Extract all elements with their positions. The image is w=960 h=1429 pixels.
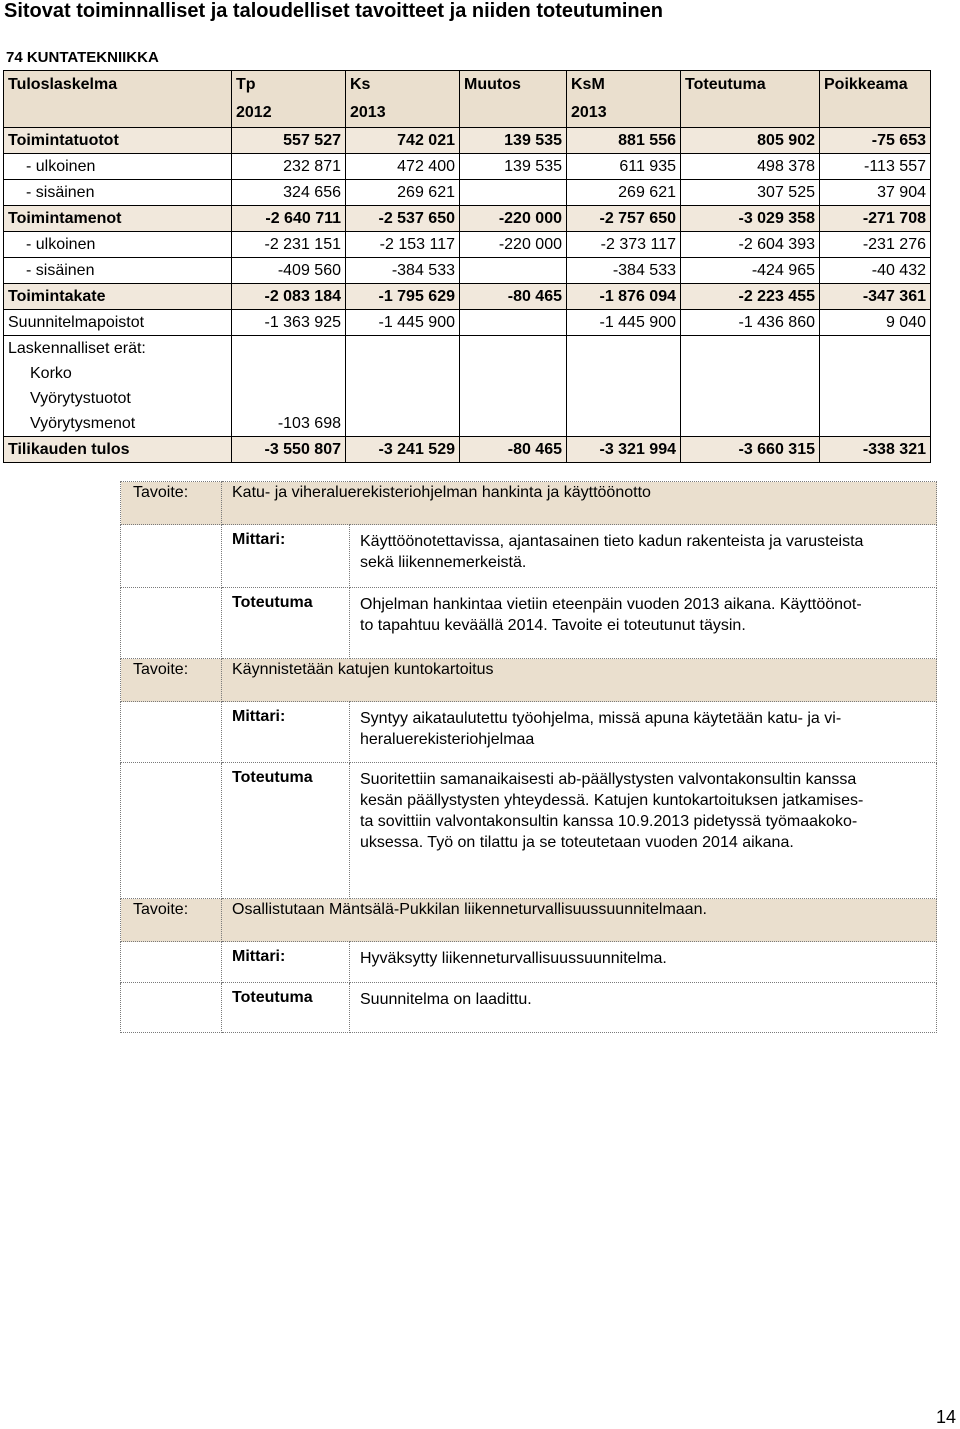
table-cell: -271 708 xyxy=(820,206,931,232)
goal-text: Käynnistetään katujen kuntokartoitus xyxy=(222,659,937,702)
spacer-cell xyxy=(121,702,222,763)
table-cell xyxy=(567,386,681,411)
spacer-cell xyxy=(121,763,222,899)
table-cell: 805 902 xyxy=(681,128,820,154)
table-row xyxy=(4,361,931,386)
goal-label: Tavoite: xyxy=(121,482,222,525)
table-row xyxy=(4,437,931,463)
table-cell: 269 621 xyxy=(346,180,460,206)
page-title: Sitovat toiminnalliset ja taloudelliset tavoitteet ja niiden toteutuminen xyxy=(4,0,663,22)
toteutuma-text xyxy=(350,588,937,659)
table-cell xyxy=(460,336,567,362)
goal-row xyxy=(121,659,937,702)
table-cell: -1 363 925 xyxy=(232,310,346,336)
mittari-label: Mittari: xyxy=(222,702,350,763)
table-cell: 139 535 xyxy=(460,128,567,154)
mittari-label: Mittari: xyxy=(222,942,350,983)
text-line: Ohjelman hankintaa vietiin eteenpäin vuoden 2013 aikana. Käyttöönot- xyxy=(360,596,862,613)
table-cell xyxy=(567,411,681,437)
row-label: Suunnitelmapoistot xyxy=(4,310,232,336)
table-row xyxy=(4,411,931,437)
mittari-row xyxy=(121,702,937,763)
table-cell: -2 604 393 xyxy=(681,232,820,258)
table-cell xyxy=(567,361,681,386)
table-cell: -2 757 650 xyxy=(567,206,681,232)
table-cell xyxy=(460,180,567,206)
table-cell xyxy=(460,258,567,284)
table-cell: 9 040 xyxy=(820,310,931,336)
table-cell: 472 400 xyxy=(346,154,460,180)
table-row xyxy=(4,128,931,154)
text-line: Käyttöönotettavissa, ajantasainen tieto kadun rakenteista ja varusteista xyxy=(360,533,864,550)
row-label: Toimintakate xyxy=(4,284,232,310)
table-cell xyxy=(820,336,931,362)
toteutuma-row xyxy=(121,983,937,1033)
column-header-year: 2013 xyxy=(567,99,681,128)
table-cell xyxy=(346,336,460,362)
table-cell: -338 321 xyxy=(820,437,931,463)
goal-label: Tavoite: xyxy=(121,899,222,942)
table-cell xyxy=(820,361,931,386)
table-row xyxy=(4,386,931,411)
goal-label: Tavoite: xyxy=(121,659,222,702)
table-cell: -2 231 151 xyxy=(232,232,346,258)
text-line: to tapahtuu keväällä 2014. Tavoite ei toteutunut täysin. xyxy=(360,617,746,634)
table-cell: -2 223 455 xyxy=(681,284,820,310)
column-header-year: 2012 xyxy=(232,99,346,128)
table-cell: -347 361 xyxy=(820,284,931,310)
table-cell xyxy=(232,361,346,386)
toteutuma-label: Toteutuma xyxy=(222,588,350,659)
row-label: Toimintatuotot xyxy=(4,128,232,154)
table-cell: 37 904 xyxy=(820,180,931,206)
table-cell: -2 153 117 xyxy=(346,232,460,258)
table-cell: -409 560 xyxy=(232,258,346,284)
row-label: Korko xyxy=(4,361,232,386)
table-cell: 498 378 xyxy=(681,154,820,180)
table-cell: -3 660 315 xyxy=(681,437,820,463)
table-cell xyxy=(460,411,567,437)
table-cell: -80 465 xyxy=(460,284,567,310)
row-label: Vyörytystuotot xyxy=(4,386,232,411)
spacer-cell xyxy=(121,588,222,659)
toteutuma-label: Toteutuma xyxy=(222,763,350,899)
table-cell: -3 550 807 xyxy=(232,437,346,463)
row-label: - sisäinen xyxy=(4,258,232,284)
table-cell xyxy=(346,386,460,411)
table-row xyxy=(4,232,931,258)
table-cell: -80 465 xyxy=(460,437,567,463)
table-row xyxy=(4,310,931,336)
table-cell xyxy=(567,336,681,362)
table-cell: -220 000 xyxy=(460,232,567,258)
table-row xyxy=(4,154,931,180)
toteutuma-row xyxy=(121,763,937,899)
table-cell: -2 373 117 xyxy=(567,232,681,258)
row-label: - ulkoinen xyxy=(4,154,232,180)
table-cell: -2 537 650 xyxy=(346,206,460,232)
header-label: Tuloslaskelma xyxy=(4,71,232,100)
text-line: Syntyy aikataulutettu työohjelma, missä apuna käytetään katu- ja vi- xyxy=(360,710,842,727)
goal-text: Katu- ja viheraluerekisteriohjelman hankinta ja käyttöönotto xyxy=(222,482,937,525)
mittari-label: Mittari: xyxy=(222,525,350,588)
row-label: - sisäinen xyxy=(4,180,232,206)
table-cell xyxy=(460,310,567,336)
table-row xyxy=(4,258,931,284)
table-cell: 139 535 xyxy=(460,154,567,180)
page-number: 14 xyxy=(935,1407,956,1427)
table-cell: -384 533 xyxy=(346,258,460,284)
text-line: Suunnitelma on laadittu. xyxy=(360,991,532,1008)
table-cell: -40 432 xyxy=(820,258,931,284)
row-label: Laskennalliset erät: xyxy=(4,336,232,362)
column-header: Poikkeama xyxy=(820,71,931,100)
section-heading: 74 KUNTATEKNIIKKA xyxy=(6,49,159,66)
table-cell: -384 533 xyxy=(567,258,681,284)
table-cell xyxy=(346,361,460,386)
table-cell: -1 436 860 xyxy=(681,310,820,336)
column-header-year xyxy=(460,99,567,128)
table-cell: -1 445 900 xyxy=(346,310,460,336)
mittari-text xyxy=(350,942,937,983)
mittari-text xyxy=(350,702,937,763)
table-cell: -424 965 xyxy=(681,258,820,284)
table-row xyxy=(4,206,931,232)
table-cell: -231 276 xyxy=(820,232,931,258)
column-header: KsM xyxy=(567,71,681,100)
goal-row xyxy=(121,482,937,525)
column-header: Muutos xyxy=(460,71,567,100)
row-label: Vyörytysmenot xyxy=(4,411,232,437)
goals-table xyxy=(120,481,937,1033)
table-cell: 611 935 xyxy=(567,154,681,180)
text-line: uksessa. Työ on tilattu ja se toteutetaan vuoden 2014 aikana. xyxy=(360,834,794,851)
table-cell: 557 527 xyxy=(232,128,346,154)
column-header: Tp xyxy=(232,71,346,100)
toteutuma-text xyxy=(350,763,937,899)
text-line: kesän päällystysten yhteydessä. Katujen kuntokartoituksen jatkamises- xyxy=(360,792,864,809)
table-cell: 881 556 xyxy=(567,128,681,154)
column-header: Toteutuma xyxy=(681,71,820,100)
header-label-line2 xyxy=(4,99,232,128)
text-line: heraluerekisteriohjelmaa xyxy=(360,731,535,748)
table-cell xyxy=(681,361,820,386)
table-cell xyxy=(232,336,346,362)
table-cell: -1 876 094 xyxy=(567,284,681,310)
table-cell: -3 241 529 xyxy=(346,437,460,463)
table-cell: -113 557 xyxy=(820,154,931,180)
row-label: - ulkoinen xyxy=(4,232,232,258)
table-cell xyxy=(460,361,567,386)
spacer-cell xyxy=(121,942,222,983)
goal-row xyxy=(121,899,937,942)
text-line: Hyväksytty liikenneturvallisuussuunnitelma. xyxy=(360,950,667,967)
table-cell: 307 525 xyxy=(681,180,820,206)
table-cell: 232 871 xyxy=(232,154,346,180)
column-header-year: 2013 xyxy=(346,99,460,128)
goal-text: Osallistutaan Mäntsälä-Pukkilan liikenneturvallisuussuunnitelmaan. xyxy=(222,899,937,942)
table-cell: -2 083 184 xyxy=(232,284,346,310)
spacer-cell xyxy=(121,983,222,1033)
table-cell xyxy=(681,411,820,437)
mittari-row xyxy=(121,942,937,983)
table-cell: -103 698 xyxy=(232,411,346,437)
table-cell xyxy=(681,336,820,362)
table-row xyxy=(4,284,931,310)
table-cell: -1 445 900 xyxy=(567,310,681,336)
mittari-row xyxy=(121,525,937,588)
table-cell: -2 640 711 xyxy=(232,206,346,232)
toteutuma-label: Toteutuma xyxy=(222,983,350,1033)
text-line: sekä liikennemerkeistä. xyxy=(360,554,527,571)
row-label: Toimintamenot xyxy=(4,206,232,232)
spacer-cell xyxy=(121,525,222,588)
table-cell: -3 029 358 xyxy=(681,206,820,232)
column-header-year xyxy=(681,99,820,128)
table-cell xyxy=(681,386,820,411)
row-label: Tilikauden tulos xyxy=(4,437,232,463)
toteutuma-text xyxy=(350,983,937,1033)
table-cell xyxy=(346,411,460,437)
table-cell xyxy=(820,386,931,411)
table-cell: 324 656 xyxy=(232,180,346,206)
table-cell: -3 321 994 xyxy=(567,437,681,463)
table-cell xyxy=(232,386,346,411)
table-row xyxy=(4,336,931,362)
table-row xyxy=(4,180,931,206)
text-line: ta sovittiin valvontakonsultin kanssa 10.9.2013 pidetyssä työmaakoko- xyxy=(360,813,858,830)
table-cell xyxy=(460,386,567,411)
text-line: Suoritettiin samanaikaisesti ab-päällystysten valvontakonsultin kanssa xyxy=(360,771,857,788)
mittari-text xyxy=(350,525,937,588)
table-cell: -220 000 xyxy=(460,206,567,232)
table-cell xyxy=(820,411,931,437)
table-cell: 269 621 xyxy=(567,180,681,206)
column-header-year xyxy=(820,99,931,128)
income-statement-table xyxy=(3,70,931,463)
table-cell: -1 795 629 xyxy=(346,284,460,310)
column-header: Ks xyxy=(346,71,460,100)
toteutuma-row xyxy=(121,588,937,659)
table-cell: 742 021 xyxy=(346,128,460,154)
table-cell: -75 653 xyxy=(820,128,931,154)
